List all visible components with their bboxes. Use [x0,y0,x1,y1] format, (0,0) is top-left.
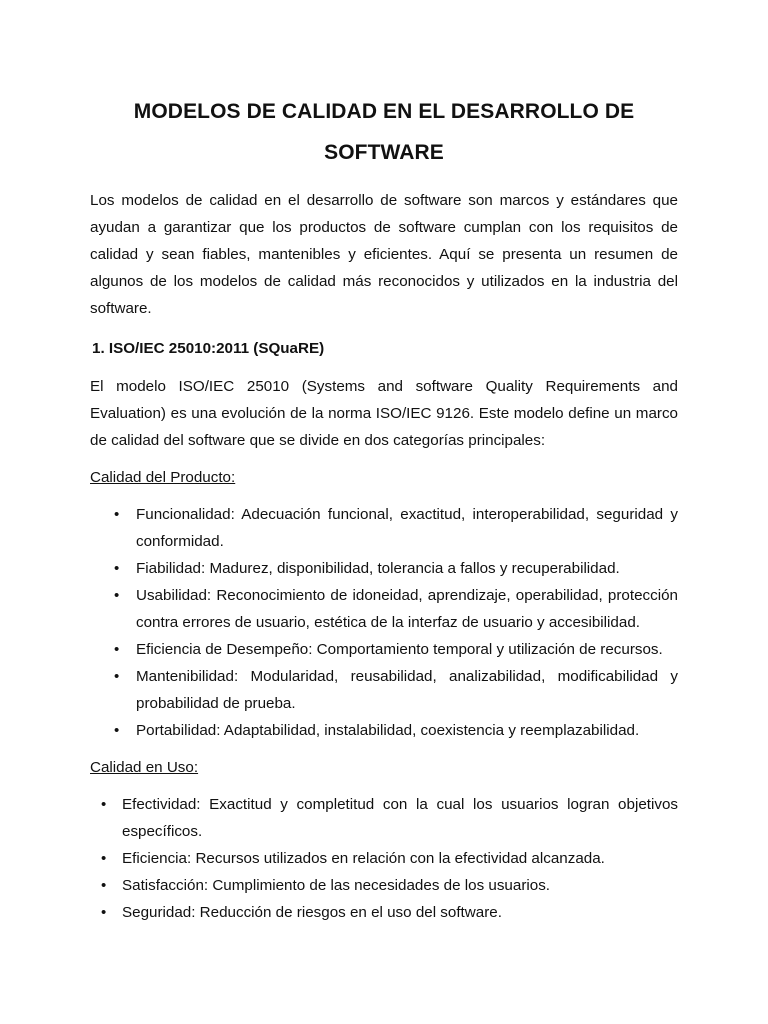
bullet-icon: • [101,850,107,867]
bullet-icon: • [114,641,120,658]
list-item-text: Eficiencia: Recursos utilizados en relación con la efectividad alcanzada. [122,850,605,867]
subheading-use-quality: Calidad en Uso: [90,759,199,776]
use-quality-list [90,791,678,926]
bullet-icon: • [114,668,120,685]
section-body-iso25010: El modelo ISO/IEC 25010 (Systems and software Quality Requirements and Evaluation) es una evolución de la norma ISO/IEC 9126. Este modelo define un marco de calidad del software que se divide en dos categorías principales: [90,378,678,449]
product-quality-list [90,501,678,744]
list-item-text: Funcionalidad: Adecuación funcional, exactitud, interoperabilidad, seguridad y conformidad. [136,506,678,550]
list-item [90,501,678,555]
list-item [90,872,678,899]
list-item-text: Seguridad: Reducción de riesgos en el uso del software. [122,904,502,921]
subheading-product-quality: Calidad del Producto: [90,469,236,486]
list-item [90,717,678,744]
list-item [90,582,678,636]
list-item [90,791,678,845]
list-item-text: Fiabilidad: Madurez, disponibilidad, tolerancia a fallos y recuperabilidad. [136,560,620,577]
bullet-icon: • [114,587,120,604]
list-item [90,555,678,582]
list-item-text: Portabilidad: Adaptabilidad, instalabilidad, coexistencia y reemplazabilidad. [136,722,640,739]
bullet-icon: • [101,904,107,921]
bullet-icon: • [114,560,120,577]
bullet-icon: • [101,796,107,813]
list-item [90,845,678,872]
list-item-text: Usabilidad: Reconocimiento de idoneidad, aprendizaje, operabilidad, protección contra errores de usuario, estética de la interfaz de usuario y accesibilidad. [136,587,678,631]
intro-paragraph: Los modelos de calidad en el desarrollo de software son marcos y estándares que ayudan a garantizar que los productos de software cumplan con los requisitos de calidad y sean fiables, mantenibles y eficientes. Aquí se presenta un resumen de algunos de los modelos de calidad más reconocidos y utilizados en la industria del software. [90,192,678,317]
bullet-icon: • [114,506,120,523]
list-item [90,899,678,926]
bullet-icon: • [101,877,107,894]
list-item [90,663,678,717]
section-heading-iso25010: 1. ISO/IEC 25010:2011 (SQuaRE) [92,340,325,357]
list-item-text: Eficiencia de Desempeño: Comportamiento temporal y utilización de recursos. [136,641,663,658]
list-item-text: Mantenibilidad: Modularidad, reusabilidad, analizabilidad, modificabilidad y probabilidad de prueba. [136,668,678,712]
document-title: MODELOS DE CALIDAD EN EL DESARROLLO DE SOFTWARE [133,100,635,164]
list-item [90,636,678,663]
bullet-icon: • [114,722,120,739]
list-item-text: Efectividad: Exactitud y completitud con la cual los usuarios logran objetivos específicos. [122,796,678,840]
list-item-text: Satisfacción: Cumplimiento de las necesidades de los usuarios. [122,877,551,894]
